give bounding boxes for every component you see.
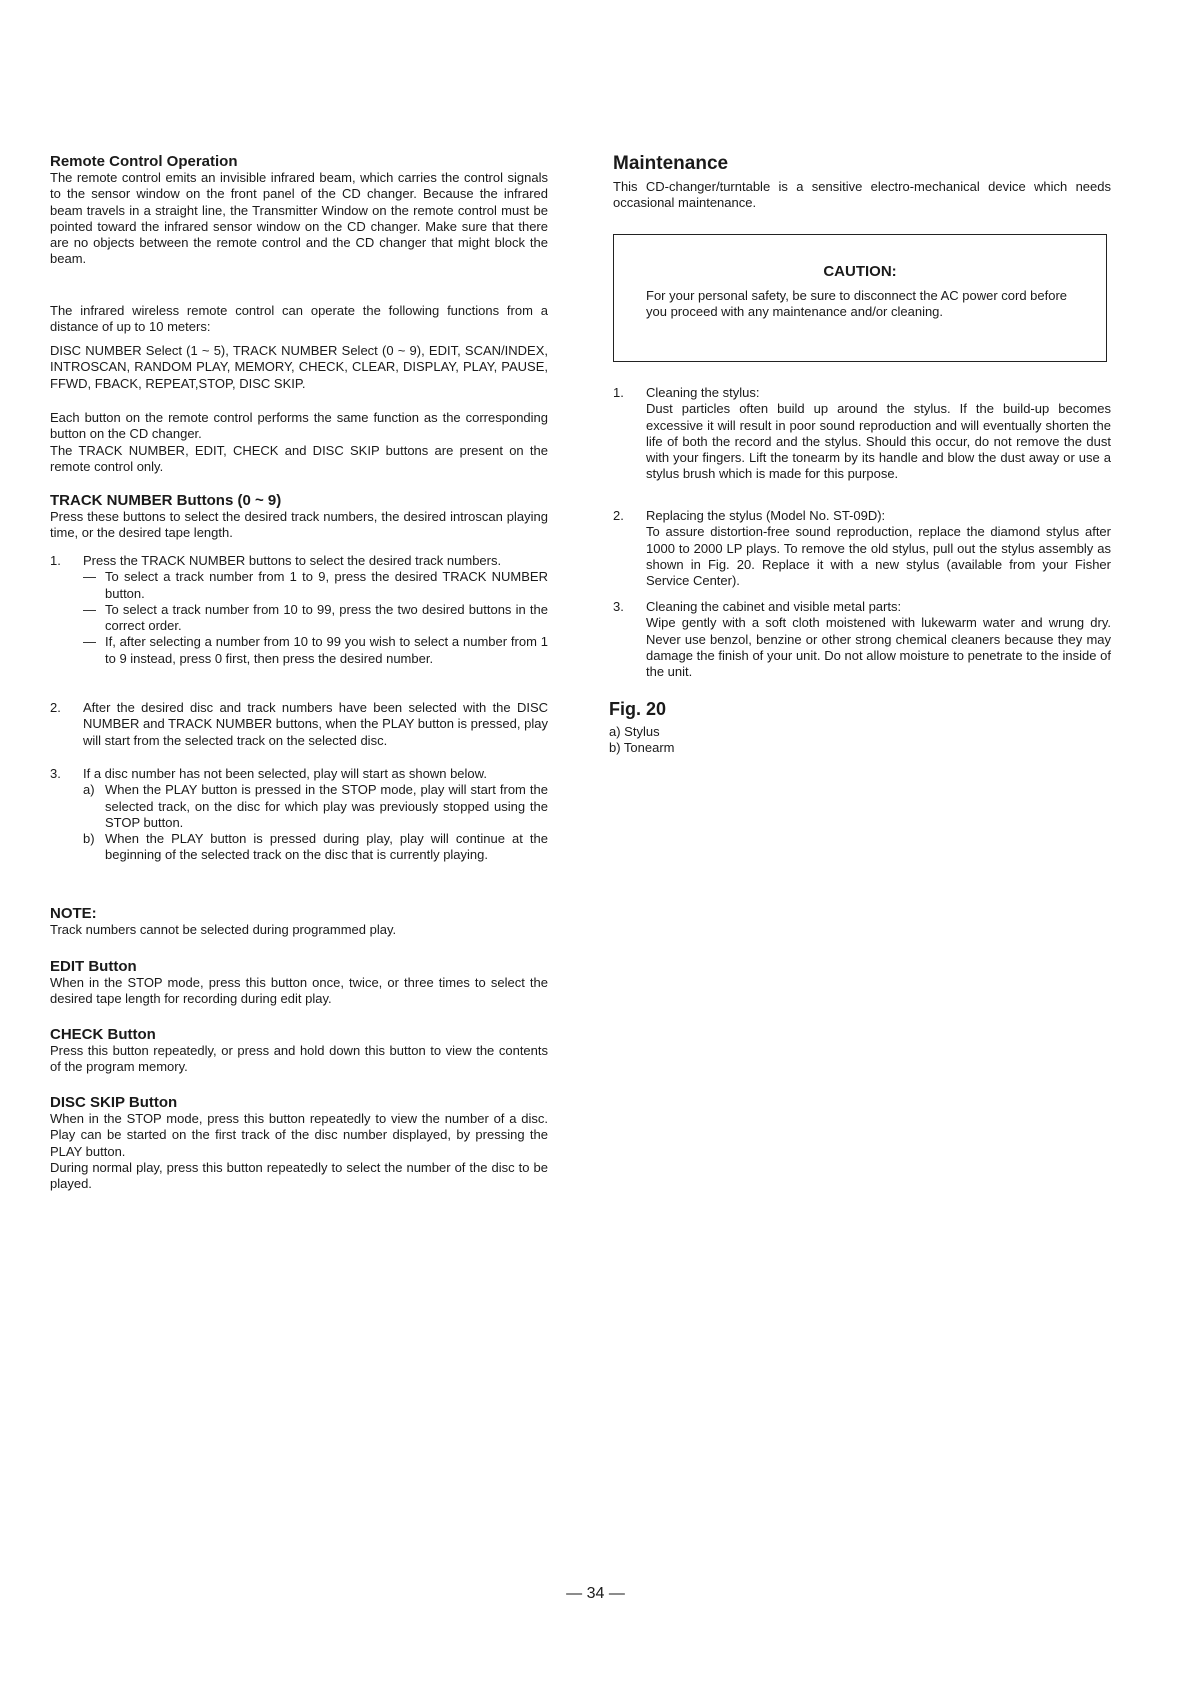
sub-item-text: When the PLAY button is pressed in the STOP mode, play will start from the selected track, on the disc for which play was previously stopped using the STOP button. [105,782,548,830]
track-item-1-number: 1. [50,553,61,568]
fig-section [609,698,1111,757]
dash-mark: — [83,601,96,617]
remote-paragraph-5: The TRACK NUMBER, EDIT, CHECK and DISC SKIP buttons are present on the remote control only. [50,443,548,475]
maintenance-item-2-number: 2. [613,508,624,523]
maintenance-section [613,153,1111,212]
track-item-2-text: After the desired disc and track numbers have been selected with the DISC NUMBER and TRACK NUMBER buttons, when the PLAY button is pressed, play will start from the selected track on the selected disc. [83,700,548,748]
maintenance-item-2 [613,508,1111,589]
track-item-2 [50,700,548,749]
track-intro: Press these buttons to select the desired track numbers, the desired introscan playing time, or the desired tape length. [50,509,548,541]
track-item-3-text: If a disc number has not been selected, play will start as shown below. [83,766,487,781]
dash-mark: — [83,634,96,650]
maintenance-item-3 [613,599,1111,680]
page-number: — 34 — [566,1585,625,1602]
dash-item-2 [83,602,548,635]
remote-title: Remote Control Operation [50,153,238,170]
maintenance-item-1-head: Cleaning the stylus: [646,385,760,400]
fig-label-a: a) Stylus [609,724,660,739]
sub-mark: b) [83,831,95,847]
remote-paragraph-4: Each button on the remote control performs the same function as the corresponding button on the CD changer. [50,410,548,442]
edit-title: EDIT Button [50,958,137,975]
track-item-1-text: Press the TRACK NUMBER buttons to select the desired track numbers. [83,553,502,568]
track-item-3 [50,766,548,864]
track-item-3-number: 3. [50,766,61,781]
note-text: Track numbers cannot be selected during programmed play. [50,922,397,937]
maintenance-intro: This CD-changer/turntable is a sensitive electro-mechanical device which needs occasional maintenance. [613,179,1111,211]
edit-text: When in the STOP mode, press this button once, twice, or three times to select the desired tape length for recording during edit play. [50,975,548,1007]
note-title: NOTE: [50,905,97,922]
discskip-section [50,1094,548,1192]
caution-text: For your personal safety, be sure to disconnect the AC power cord before you proceed with any maintenance and/or cleaning. [646,288,1068,320]
check-text: Press this button repeatedly, or press and hold down this button to view the contents of the program memory. [50,1043,548,1075]
note-section [50,905,548,938]
track-title: TRACK NUMBER Buttons (0 ~ 9) [50,492,282,509]
dash-mark: — [83,569,96,585]
caution-title: CAUTION: [823,263,897,280]
check-title: CHECK Button [50,1026,156,1043]
maintenance-item-3-head: Cleaning the cabinet and visible metal parts: [646,599,902,614]
maintenance-item-3-number: 3. [613,599,624,614]
sub-item-a [83,782,548,831]
fig-label-b: b) Tonearm [609,740,675,756]
discskip-title: DISC SKIP Button [50,1094,178,1111]
track-section [50,492,548,542]
sub-item-text: When the PLAY button is pressed during play, play will continue at the beginning of the selected track on the disc that is currently playing. [105,831,548,863]
edit-section [50,958,548,1008]
dash-item-text: To select a track number from 1 to 9, press the desired TRACK NUMBER button. [105,569,548,601]
remote-paragraph-2: The infrared wireless remote control can operate the following functions from a distance of up to 10 meters: [50,303,548,335]
remote-paragraph-1: The remote control emits an invisible infrared beam, which carries the control signals to the sensor window on the front panel of the CD changer. Because the infrared beam travels in a straight line, the Transmitter Window on the remote control must be pointed toward the infrared sensor window on the CD changer. Make sure that there are no objects between the remote control and the CD changer that might block the beam. [50,170,548,267]
discskip-paragraph-2: During normal play, press this button repeatedly to select the number of the disc to be played. [50,1159,548,1192]
maintenance-item-2-head: Replacing the stylus (Model No. ST-09D): [646,508,886,523]
fig-title: Fig. 20 [609,699,667,719]
dash-item-3 [83,634,548,667]
caution-box [613,234,1107,362]
dash-item-text: To select a track number from 10 to 99, press the two desired buttons in the correct order. [105,601,548,634]
track-item-2-number: 2. [50,700,61,715]
maintenance-item-1 [613,385,1111,483]
dash-item-text: If, after selecting a number from 10 to 99 you wish to select a number from 1 to 9 instead, press 0 first, then press the desired number. [105,634,548,666]
maintenance-item-1-text: Dust particles often build up around the stylus. If the build-up becomes excessive it will result in poor sound reproduction and will eventually shorten the life of both the record and the stylus. Should this occur, do not remove the dust with your fingers. Lift the tonearm by its handle and blow the dust away or use a stylus brush which is made for this purpose. [646,401,1111,482]
maintenance-title: Maintenance [613,153,729,174]
check-section [50,1026,548,1076]
maintenance-item-1-number: 1. [613,385,624,400]
remote-section [50,153,548,268]
maintenance-item-3-text: Wipe gently with a soft cloth moistened with lukewarm water and wrung dry. Never use benzol, benzine or other strong chemical cleaners because they may damage the finish of your unit. Do not allow moisture to penetrate to the inside of the unit. [646,615,1111,680]
remote-function-list: DISC NUMBER Select (1 ~ 5), TRACK NUMBER Select (0 ~ 9), EDIT, SCAN/INDEX, INTROSCAN, RANDOM PLAY, MEMORY, CHECK, CLEAR, DISPLAY, PLAY, PAUSE, FFWD, FBACK, REPEAT,STOP, DISC SKIP. [50,343,548,391]
sub-mark: a) [83,782,95,798]
dash-item-1 [83,569,548,602]
track-item-1 [50,553,548,667]
discskip-paragraph-1: When in the STOP mode, press this button repeatedly to view the number of a disc. Play can be started on the first track of the disc number displayed, by pressing the PLAY button. [50,1111,548,1159]
sub-item-b [83,831,548,864]
maintenance-item-2-text: To assure distortion-free sound reproduction, replace the diamond stylus after 1000 to 2000 LP plays. To remove the old stylus, pull out the stylus assembly as shown in Fig. 20. Replace it with a new stylus (available from your Fisher Service Center). [646,524,1111,589]
